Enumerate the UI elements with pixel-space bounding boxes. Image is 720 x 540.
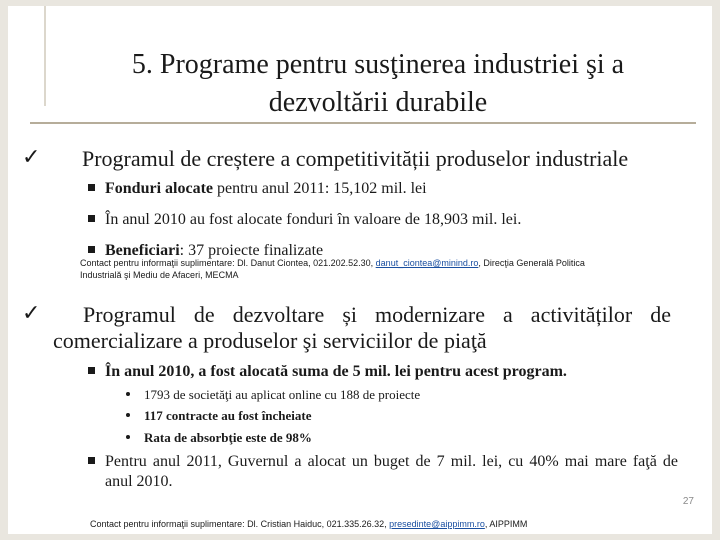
contact-email-link[interactable]: danut_ciontea@minind.ro [375, 258, 479, 268]
section1-bullet-2 [88, 210, 521, 230]
bullet-text: În anul 2010, a fost alocată suma de 5 mil. lei pentru acest program. [105, 363, 567, 380]
page-number: 27 [682, 496, 694, 507]
contact-text: Contact pentru informaţii suplimentare: Dl. Danut Ciontea, 021.202.52.30, [80, 258, 376, 268]
subitem [126, 429, 312, 447]
section2-bullet-2 [88, 452, 678, 492]
subitem-text: 117 contracte au fost încheiate [144, 408, 312, 423]
subitem-text: Rata de absorbţie este de 98% [144, 430, 312, 445]
slide-title-line-1: 5. Programe pentru susţinerea industriei şi a [131, 49, 625, 80]
subitem [126, 407, 312, 425]
slide-title-line-2: dezvoltării durabile [268, 87, 488, 118]
subitem-text: 1793 de societăţi au aplicat online cu 188 de proiecte [144, 387, 421, 402]
section1-contact [80, 257, 585, 281]
footer-text: , AIPPIMM [484, 519, 528, 529]
dot-bullet-icon [126, 435, 130, 439]
square-bullet-icon [88, 246, 95, 253]
checkmark-icon: ✓ [22, 144, 41, 169]
footer-email-link[interactable]: presedinte@aippimm.ro [389, 519, 485, 529]
section2-heading [53, 302, 671, 354]
decorative-vertical-rule [44, 6, 46, 106]
bullet-text: pentru anul 2011: 15,102 mil. lei [213, 180, 427, 197]
square-bullet-icon [88, 215, 95, 222]
subitem [126, 386, 420, 404]
contact-text: , Direcţia Generală Politica [478, 258, 585, 268]
bullet-text: : 37 proiecte finalizate [179, 242, 324, 259]
dot-bullet-icon [126, 392, 130, 396]
checkmark-icon: ✓ [22, 300, 41, 325]
section2-heading-line-1: Programul de dezvoltare și modernizare a activităților de [83, 302, 671, 327]
bullet-text-line-2: anul 2010. [105, 473, 173, 490]
title-underline-rule [30, 122, 696, 124]
contact-text-line-2: Industrială şi Mediu de Afaceri, MECMA [80, 270, 239, 280]
footer-contact [90, 518, 527, 530]
bullet-text: În anul 2010 au fost alocate fonduri în valoare de 18,903 mil. lei. [105, 211, 522, 228]
bullet-text-line-1: Pentru anul 2011, Guvernul a alocat un buget de 7 mil. lei, cu 40% mai mare faţă de [105, 453, 678, 470]
slide [8, 6, 712, 534]
footer-text: Contact pentru informaţii suplimentare: Dl. Cristian Haiduc, 021.335.26.32, [90, 519, 390, 529]
section1-heading: Programul de creștere a competitivității produselor industriale [82, 146, 629, 171]
square-bullet-icon [88, 457, 95, 464]
dot-bullet-icon [126, 413, 130, 417]
square-bullet-icon [88, 367, 95, 374]
section1-bullet-1 [88, 179, 427, 199]
section2-heading-line-2: comercializare a produselor şi serviciilor de piaţă [53, 328, 487, 353]
square-bullet-icon [88, 184, 95, 191]
slide-title [48, 46, 708, 122]
section2-bullet-1 [88, 362, 567, 382]
bullet-bold-label: Fonduri alocate [105, 180, 213, 197]
bullet-bold-label: Beneficiari [105, 242, 180, 259]
